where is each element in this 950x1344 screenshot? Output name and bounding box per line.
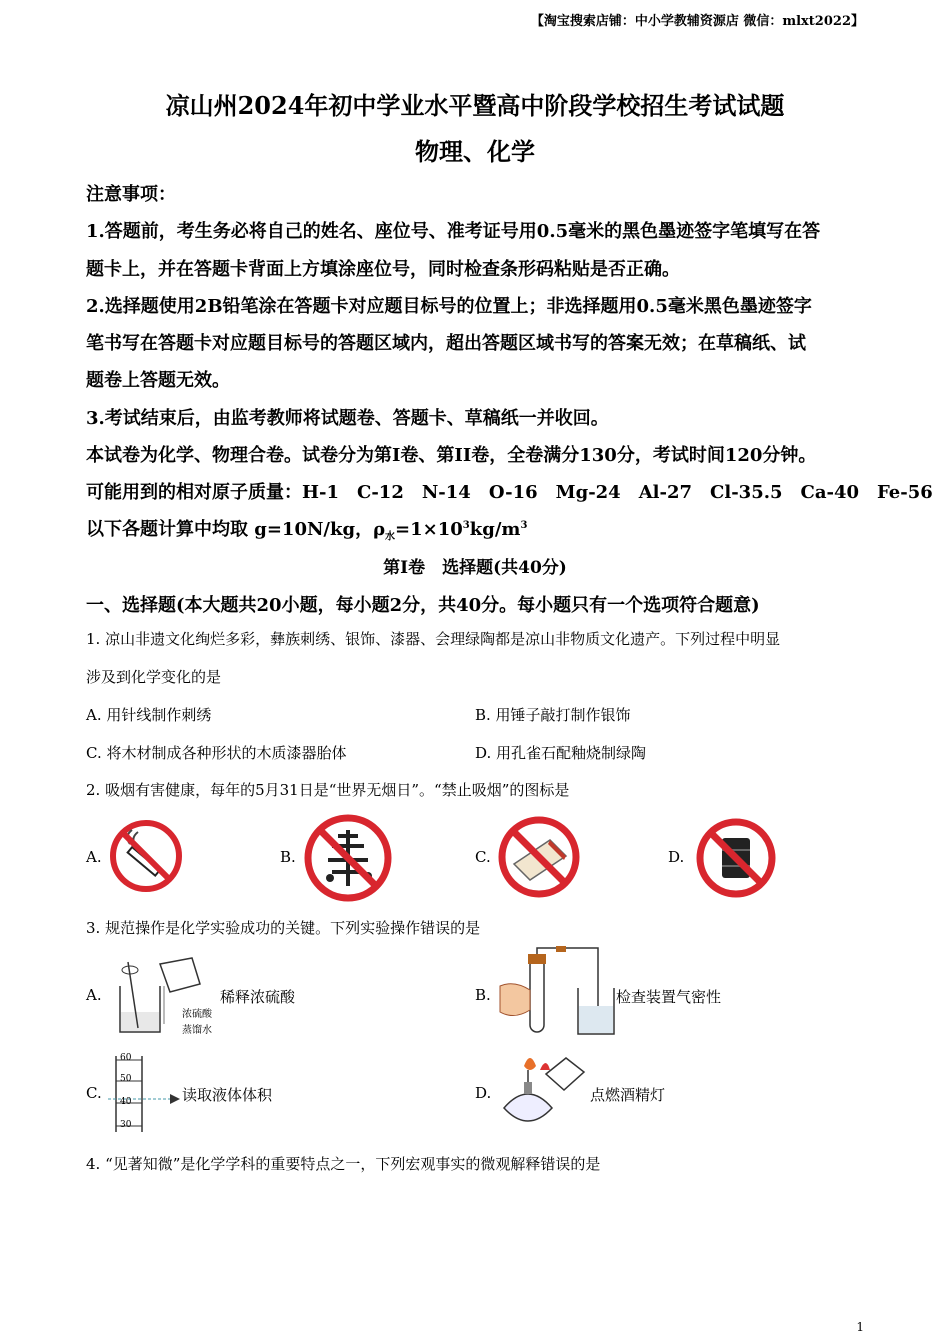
notice-item-2a: 2.选择题使用2B铅笔涂在答题卡对应题目标号的位置上；非选择题用0.5毫米黑色墨迹签字 bbox=[86, 296, 812, 317]
q2-option-a: A. bbox=[86, 848, 102, 866]
tick-30: 30 bbox=[120, 1120, 132, 1130]
q3-a-note-acid: 浓硫酸 bbox=[182, 1009, 212, 1020]
constants-unit-sup: 3 bbox=[520, 520, 528, 531]
part-heading: 一、选择题(本大题共20小题，每小题2分，共40分。每小题只有一个选项符合题意) bbox=[86, 595, 760, 616]
airtightness-check-icon bbox=[496, 946, 620, 1040]
q2-stem: 2. 吸烟有害健康，每年的5月31日是“世界无烟日”。“禁止吸烟”的图标是 bbox=[86, 781, 570, 799]
atomic-masses: 可能用到的相对原子质量：H-1 C-12 N-14 O-16 Mg-24 Al-27 Cl-35.5 Ca-40 Fe-56 bbox=[86, 482, 933, 503]
q3-stem: 3. 规范操作是化学实验成功的关键。下列实验操作错误的是 bbox=[86, 919, 481, 937]
no-fireworks-sign-icon bbox=[302, 812, 394, 904]
no-matches-sign-icon bbox=[496, 814, 582, 900]
constants-line bbox=[86, 515, 876, 543]
no-flammables-sign-icon bbox=[694, 816, 778, 900]
q3-b-label: 检查装置气密性 bbox=[616, 988, 722, 1006]
q1-option-a: A. 用针线制作刺绣 bbox=[86, 706, 212, 724]
watermark: 【淘宝搜索店铺：中小学教辅资源店 微信：mlxt2022】 bbox=[530, 14, 864, 29]
q3-option-a: A. bbox=[86, 986, 102, 1004]
q1-option-d: D. 用孔雀石配釉烧制绿陶 bbox=[475, 744, 647, 762]
q4-stem: 4. “见著知微”是化学学科的重要特点之一，下列宏观事实的微观解释错误的是 bbox=[86, 1155, 601, 1173]
q2-option-d: D. bbox=[668, 848, 685, 866]
tick-40: 40 bbox=[120, 1097, 132, 1107]
constants-unit: kg/m bbox=[469, 519, 521, 540]
q3-option-c: C. bbox=[86, 1084, 102, 1102]
notice-item-1b: 题卡上，并在答题卡背面上方填涂座位号，同时检查条形码粘贴是否正确。 bbox=[86, 259, 680, 280]
tick-50: 50 bbox=[120, 1074, 132, 1084]
q3-option-b: B. bbox=[475, 986, 491, 1004]
page-number: 1 bbox=[856, 1320, 864, 1334]
constants-sub: 水 bbox=[385, 531, 396, 543]
q1-option-b: B. 用锤子敲打制作银饰 bbox=[475, 706, 631, 724]
tick-60: 60 bbox=[120, 1053, 132, 1063]
q3-option-d: D. bbox=[475, 1084, 492, 1102]
q1-stem-b: 涉及到化学变化的是 bbox=[86, 668, 222, 686]
notice-item-2c: 题卷上答题无效。 bbox=[86, 370, 230, 391]
q1-stem-a: 1. 凉山非遗文化绚烂多彩，彝族刺绣、银饰、漆器、会理绿陶都是凉山非物质文化遗产。下列过程中明显 bbox=[86, 630, 781, 648]
constants-prefix: 以下各题计算中均取 g=10N/kg，ρ bbox=[86, 519, 386, 540]
q1-option-c: C. 将木材制成各种形状的木质漆器胎体 bbox=[86, 744, 347, 762]
notice-item-1a: 1.答题前，考生务必将自己的姓名、座位号、准考证号用0.5毫米的黑色墨迹签字笔填写在答 bbox=[86, 221, 821, 242]
q3-d-label: 点燃酒精灯 bbox=[590, 1086, 666, 1104]
q3-a-note-water: 蒸馏水 bbox=[182, 1025, 212, 1036]
no-smoking-sign-icon bbox=[108, 818, 184, 894]
section-heading: 第I卷 选择题(共40分) bbox=[383, 558, 567, 578]
alcohol-lamp-icon bbox=[496, 1048, 588, 1136]
page-subtitle: 物理、化学 bbox=[415, 137, 535, 166]
exam-info: 本试卷为化学、物理合卷。试卷分为第I卷、第II卷，全卷满分130分，考试时间120分钟。 bbox=[86, 445, 817, 466]
q3-a-label: 稀释浓硫酸 bbox=[220, 988, 296, 1006]
q2-option-b: B. bbox=[280, 848, 296, 866]
notice-item-2b: 笔书写在答题卡对应题目标号的答题区域内，超出答题区域书写的答案无效；在草稿纸、试 bbox=[86, 333, 806, 354]
q2-option-c: C. bbox=[475, 848, 491, 866]
notice-heading: 注意事项： bbox=[86, 184, 176, 205]
page-title: 凉山州2024年初中学业水平暨高中阶段学校招生考试试题 bbox=[165, 91, 785, 120]
constants-sup: 3 bbox=[462, 520, 470, 531]
notice-item-3: 3.考试结束后，由监考教师将试题卷、答题卡、草稿纸一并收回。 bbox=[86, 408, 609, 429]
q3-c-label: 读取液体体积 bbox=[182, 1086, 273, 1104]
constants-mid: =1×10 bbox=[395, 519, 463, 540]
